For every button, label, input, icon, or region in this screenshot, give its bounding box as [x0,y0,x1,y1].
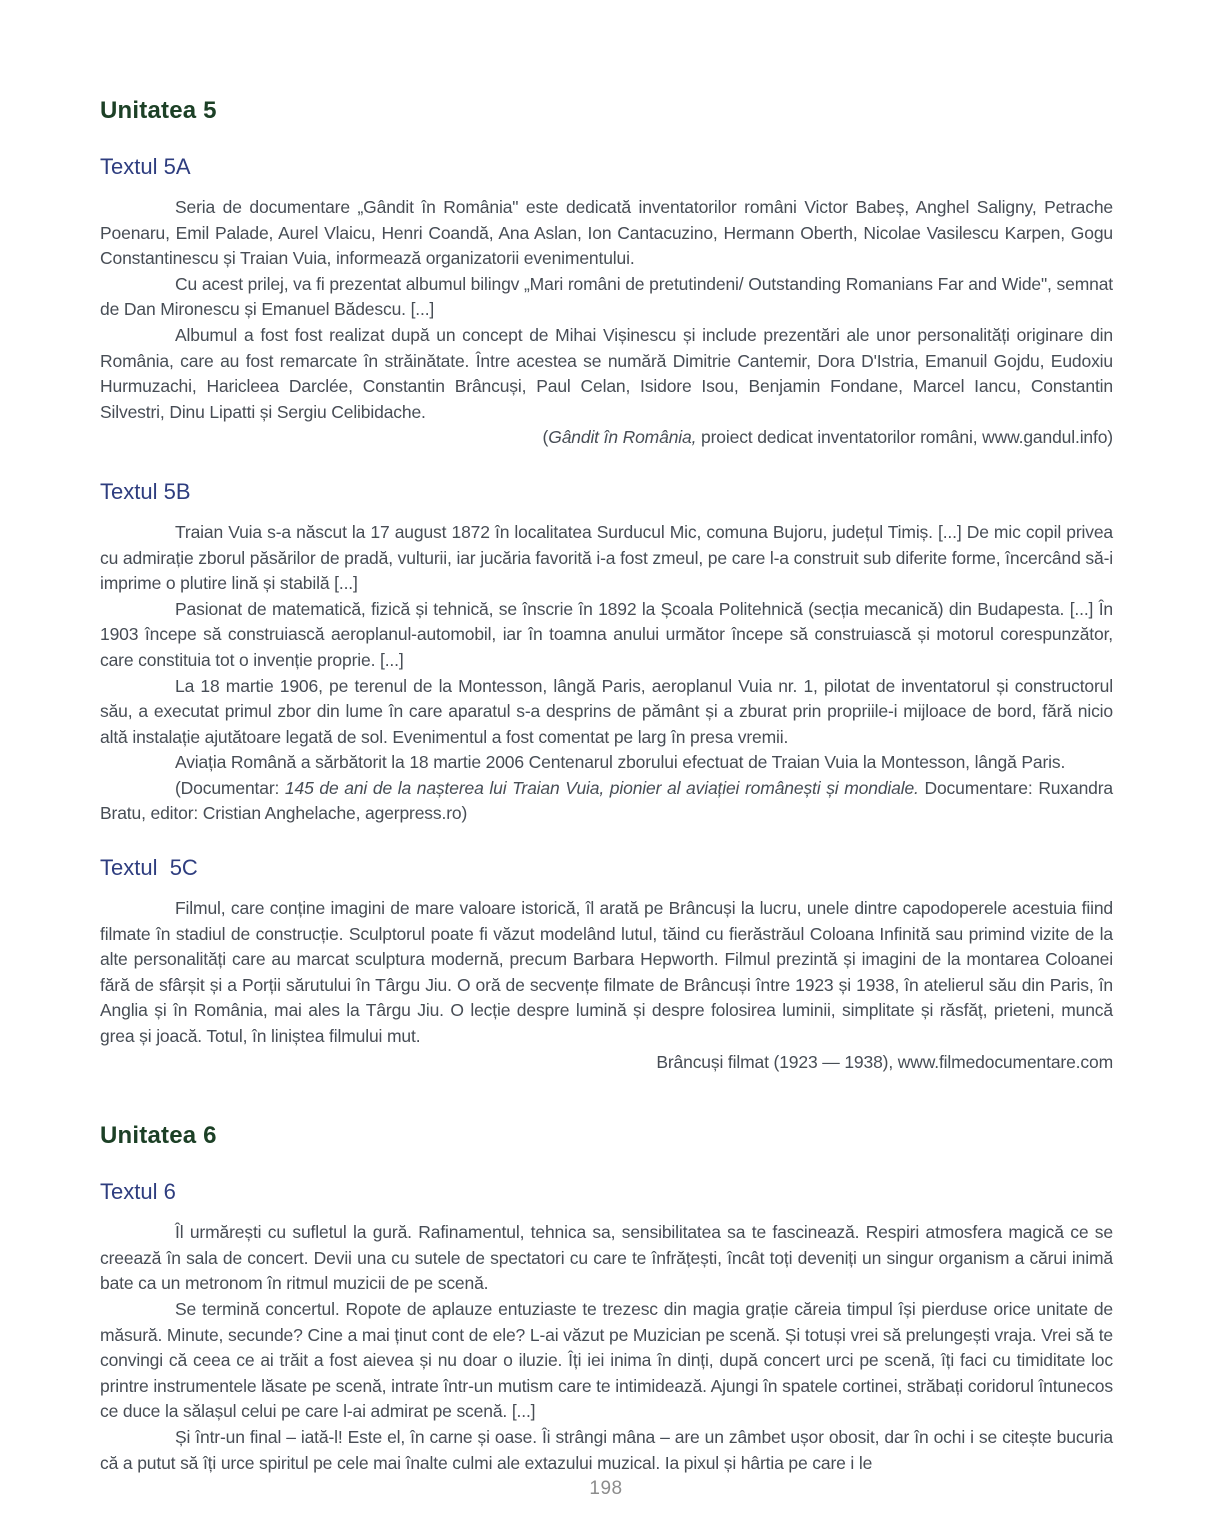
unit-5-heading: Unitatea 5 [100,97,217,124]
text-5c-attribution: Brâncuși filmat (1923 — 1938), www.filmedocumentare.com [656,1051,1113,1072]
text-5a-paragraph-2: Cu acest prilej, va fi prezentat albumul bilingv „Mari români de pretutindeni/ Outstanding Romanians Far and Wide", semnat de Dan Mironescu și Emanuel Bădescu. [...] [100,273,1113,320]
text-5b-paragraph-4: Aviația Română a sărbătorit la 18 martie 2006 Centenarul zborului efectuat de Traian Vuia la Montesson, lângă Paris. [175,752,1066,773]
text-5b-paragraph-2: Pasionat de matematică, fizică și tehnică, se înscrie în 1892 la Școala Politehnică (secția mecanică) din Budapesta. [...] În 1903 începe să construiască aeroplanul-automobil, iar în toamna anului următor începe să construiască și motorul corespunzător, care constituia tot o invenție proprie. [...] [100,598,1113,670]
text-5a-attribution [100,425,1113,451]
attribution-source-title: Gândit în România, [548,427,697,448]
text-5b-attribution [100,776,1113,827]
text-6-paragraph-2: Se termină concertul. Ropote de aplauze entuziaste te trezesc din magia grație căreia timpul își pierduse orice unitate de măsură. Minute, secunde? Cine a mai ținut cont de ele? L-ai văzut pe Muzician pe scenă. Și totuși vrei să prelungești vraja. Vrei să te convingi că ceea ce ai trăit a fost aievea și nu doar o iluzie. Îți iei inima în dinți, după concert urci pe scenă, îți faci cu timiditate loc printre instrumentele lăsate pe scenă, intrate într-un mutism care te intimidează. Ajungi în spatele cortinei, străbați coridorul întunecos ce duce la sălașul celui pe care l-ai admirat pe scenă. [...] [100,1299,1113,1422]
text-5c-paragraph-1: Filmul, care conține imagini de mare valoare istorică, îl arată pe Brâncuși la lucru, unele dintre capodoperele acestuia fiind filmate în stadiul de construcție. Sculptorul poate fi văzut modelând lutul, tăind cu fierăstrăul Coloana Infinită sau primind vizite de la alte personalități care au marcat sculptura modernă, precum Barbara Hepworth. Filmul prezintă și imagini de la montarea Coloanei fără de sfârșit și a Porții sărutului în Târgu Jiu. O oră de secvențe filmate de Brâncuși între 1923 și 1938, în atelierul său din Paris, în Anglia și în România, mai ales la Târgu Jiu. O lecție despre lumină și despre folosirea luminii, simplitate și răsfăț, prieteni, muncă grea și joacă. Totul, în liniștea filmului mut. [100,898,1113,1047]
text-5b-heading: Textul 5B [100,478,191,504]
attribution-source-title: 145 de ani de la nașterea lui Traian Vuia, pionier al aviației românești și mondiale. [284,777,919,798]
text-5c-heading: Textul 5C [100,855,198,881]
text-5b-paragraph-1: Traian Vuia s-a născut la 17 august 1872 în localitatea Surducul Mic, comuna Bujoru, județul Timiș. [...] De mic copil privea cu admirație zborul păsărilor de pradă, vulturii, iar jucăria favorită i-a fost zmeul, pe care l-a construit sub diferite forme, încercând să-i imprime o plutire lină și stabilă [...] [100,521,1113,594]
text-6-heading: Textul 6 [100,1179,176,1205]
attribution-prefix: (Documentar: [175,777,285,798]
text-5a-heading: Textul 5A [100,154,191,179]
text-5a-paragraph-1: Seria de documentare „Gândit în România" este dedicată inventatorilor români Victor Babeș, Anghel Saligny, Petrache Poenaru, Emil Palade, Aurel Vlaicu, Henri Coandă, Ana Aslan, Ion Cantacuzino, Hermann Oberth, Nicolae Vasilescu Karpen, Gogu Constantinescu și Traian Vuia, informează organizatorii evenimentului. [100,197,1113,269]
attribution-rest: Documentare: Ruxandra Bratu, editor: Cristian Anghelache, agerpress.ro) [100,777,1113,824]
page-number: 198 [589,1478,623,1499]
text-5a-paragraph-3: Albumul a fost fost realizat după un concept de Mihai Vișinescu și include prezentări ale unor personalități originare din România, care au fost remarcate în străinătate. Între acestea se numără Dimitrie Cantemir, Dora D'Istria, Emanuil Gojdu, Eudoxiu Hurmuzachi, Haricleea Darclée, Constantin Brâncuși, Paul Celan, Isidore Isou, Benjamin Fondane, Marcel Iancu, Constantin Silvestri, Dinu Lipatti și Sergiu Celibidache. [100,324,1113,422]
unit-6-heading: Unitatea 6 [100,1122,217,1150]
attribution-prefix: ( [542,427,549,448]
text-6-paragraph-3: Și într-un final – iată-l! Este el, în carne și oase. Îi strângi mâna – are un zâmbet ușor obosit, dar în ochi i se citește bucuria că a putut să îți urce spiritul pe cele mai înalte culmi ale extazului muzical. Ia pixul și hârtia pe care i le [100,1426,1113,1473]
text-5b-paragraph-3: La 18 martie 1906, pe terenul de la Montesson, lângă Paris, aeroplanul Vuia nr. 1, pilotat de inventatorul și constructorul său, a executat primul zbor din lume în care aparatul s-a desprins de pământ și a zburat prin propriile-i mijloace de bord, fără nicio altă instalație ajutătoare legată de sol. Evenimentul a fost comentat pe larg în presa vremii. [100,675,1113,747]
text-6-paragraph-1: Îl urmărești cu sufletul la gură. Rafinamentul, tehnica sa, sensibilitatea sa te fascinează. Respiri atmosfera magică ce se creează în sala de concert. Devii una cu sutele de spectatori cu care te înfrățești, încât toți deveniți un singur organism a cărui inimă bate ca un metronom în ritmul muzicii de pe scenă. [100,1222,1113,1294]
attribution-rest: proiect dedicat inventatorilor români, www.gandul.info) [696,427,1113,448]
